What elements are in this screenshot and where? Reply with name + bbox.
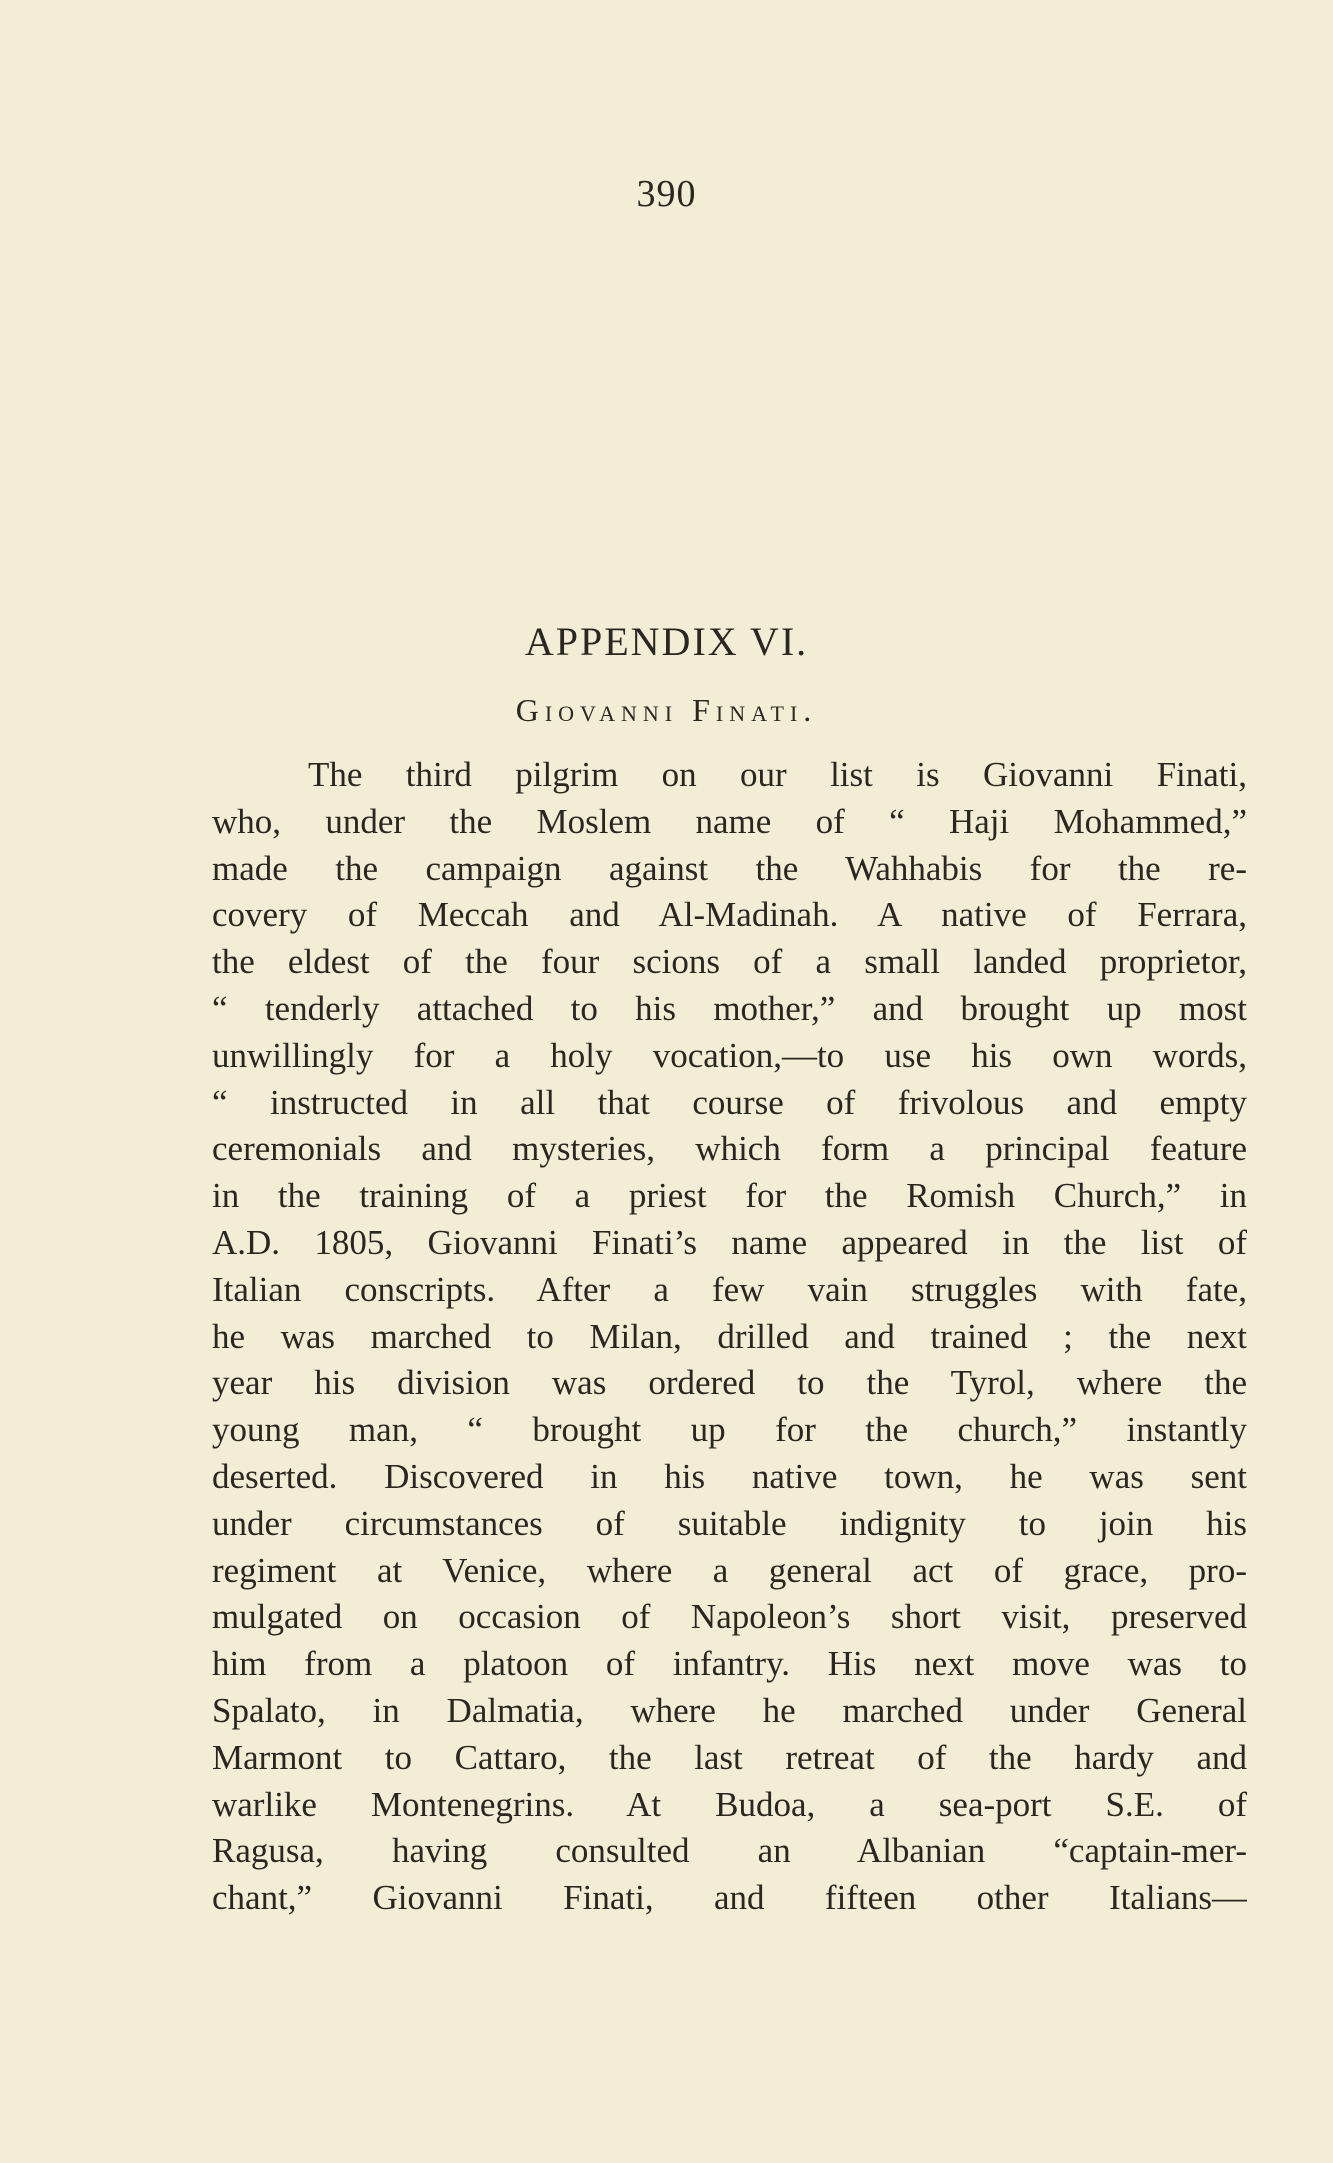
appendix-heading: APPENDIX VI. <box>524 619 809 664</box>
text-line: in the training of a priest for the Romish Church,” in <box>212 1176 1247 1216</box>
text-line: ceremonials and mysteries, which form a principal feature <box>212 1129 1247 1169</box>
text-line: warlike Montenegrins. At Budoa, a sea-port S.E. of <box>212 1784 1247 1824</box>
text-line: chant,” Giovanni Finati, and fifteen other Italians— <box>212 1878 1247 1918</box>
text-line: regiment at Venice, where a general act of grace, pro- <box>212 1550 1247 1590</box>
text-line: unwillingly for a holy vocation,—to use his own words, <box>212 1035 1247 1075</box>
text-line: the eldest of the four scions of a small landed proprietor, <box>212 942 1247 982</box>
text-line: made the campaign against the Wahhabis for the re- <box>212 848 1247 888</box>
body-paragraph <box>212 752 1247 1922</box>
text-line: under circumstances of suitable indignity to join his <box>212 1503 1247 1543</box>
text-line: “ tenderly attached to his mother,” and brought up most <box>212 988 1247 1028</box>
text-line: mulgated on occasion of Napoleon’s short visit, preserved <box>212 1597 1247 1637</box>
section-subheading: Giovanni Finati. <box>515 692 818 728</box>
text-line: “ instructed in all that course of frivolous and empty <box>212 1082 1247 1122</box>
text-line: Marmont to Cattaro, the last retreat of the hardy and <box>212 1737 1247 1777</box>
text-line: covery of Meccah and Al-Madinah. A native of Ferrara, <box>212 895 1247 935</box>
text-line: Italian conscripts. After a few vain struggles with fate, <box>212 1269 1247 1309</box>
text-line: young man, “ brought up for the church,” instantly <box>212 1410 1247 1450</box>
text-line: he was marched to Milan, drilled and trained ; the next <box>212 1316 1247 1356</box>
text-line: The third pilgrim on our list is Giovanni Finati, <box>308 755 1247 794</box>
text-line: year his division was ordered to the Tyrol, where the <box>212 1363 1247 1403</box>
page-number: 390 <box>636 173 697 215</box>
text-line: him from a platoon of infantry. His next move was to <box>212 1644 1247 1684</box>
text-line: Spalato, in Dalmatia, where he marched under General <box>212 1690 1247 1730</box>
text-line: Ragusa, having consulted an Albanian “captain-mer- <box>212 1831 1247 1871</box>
text-line: A.D. 1805, Giovanni Finati’s name appeared in the list of <box>212 1222 1247 1262</box>
text-line: who, under the Moslem name of “ Haji Mohammed,” <box>212 801 1247 841</box>
text-line: deserted. Discovered in his native town, he was sent <box>212 1456 1247 1496</box>
